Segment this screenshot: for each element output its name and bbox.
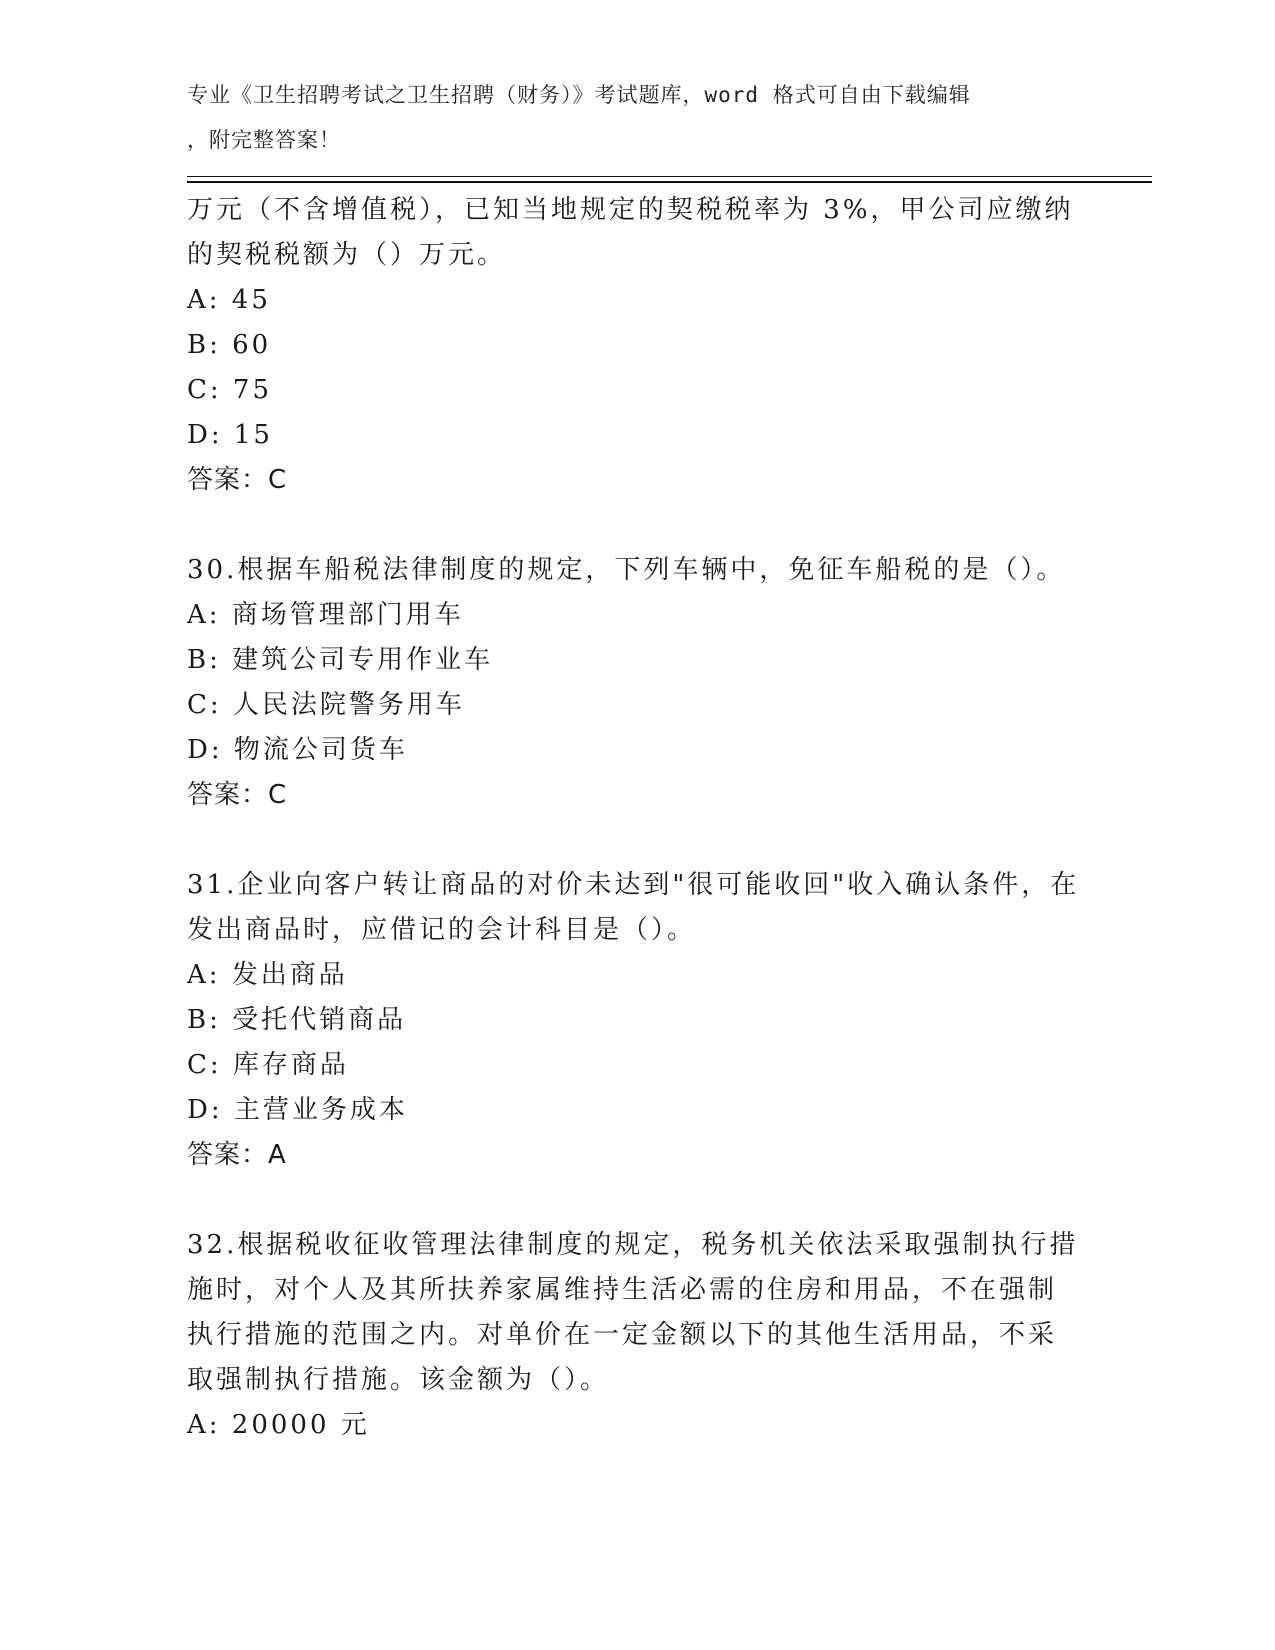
- option-d: D: 15: [187, 420, 273, 450]
- question-text-line: 32.根据税收征收管理法律制度的规定，税务机关依法采取强制执行措: [187, 1230, 1079, 1260]
- option-a: A: 商场管理部门用车: [187, 600, 464, 630]
- header-rule-thick: [187, 181, 1152, 183]
- option-a: A: 45: [187, 285, 271, 315]
- spacer: [187, 503, 1087, 548]
- option-c: C: 人民法院警务用车: [187, 690, 465, 720]
- question-29: [187, 188, 1087, 503]
- question-text-line: 31.企业向客户转让商品的对价未达到"很可能收回"收入确认条件，在: [187, 870, 1080, 900]
- question-text-line: 的契税税额为（）万元。: [187, 240, 507, 270]
- question-31: [187, 863, 1087, 1178]
- option-c: C: 库存商品: [187, 1050, 349, 1080]
- option-b: B: 受托代销商品: [187, 1005, 407, 1035]
- question-32: [187, 1223, 1087, 1448]
- header-rule-thin: [187, 176, 1152, 177]
- spacer: [187, 1178, 1087, 1223]
- option-c: C: 75: [187, 375, 273, 405]
- option-b: B: 建筑公司专用作业车: [187, 645, 494, 675]
- answer: 答案：A: [187, 1140, 287, 1170]
- question-text-line: 发出商品时，应借记的会计科目是（）。: [187, 915, 697, 945]
- spacer: [187, 818, 1087, 863]
- option-b: B: 60: [187, 330, 272, 360]
- option-d: D: 物流公司货车: [187, 735, 408, 765]
- header-line-1: 专业《卫生招聘考试之卫生招聘（财务）》考试题库，word 格式可自由下载编辑: [187, 83, 971, 107]
- document-header: [187, 73, 1067, 163]
- question-text-line: 取强制执行措施。该金额为（）。: [187, 1365, 610, 1395]
- option-d: D: 主营业务成本: [187, 1095, 408, 1125]
- question-text-line: 万元（不含增值税），已知当地规定的契税税率为 3%，甲公司应缴纳: [187, 195, 1074, 225]
- question-text-line: 执行措施的范围之内。对单价在一定金额以下的其他生活用品，不采: [187, 1320, 1058, 1350]
- question-text-line: 施时，对个人及其所扶养家属维持生活必需的住房和用品，不在强制: [187, 1275, 1058, 1305]
- question-text-line: 30.根据车船税法律制度的规定，下列车辆中，免征车船税的是（）。: [187, 555, 1066, 585]
- option-a: A: 20000 元: [187, 1410, 370, 1440]
- header-line-2: ，附完整答案！: [187, 128, 341, 152]
- question-30: [187, 548, 1087, 818]
- question-list: [187, 188, 1087, 1448]
- answer: 答案：C: [187, 780, 288, 810]
- option-a: A: 发出商品: [187, 960, 348, 990]
- answer: 答案：C: [187, 465, 288, 495]
